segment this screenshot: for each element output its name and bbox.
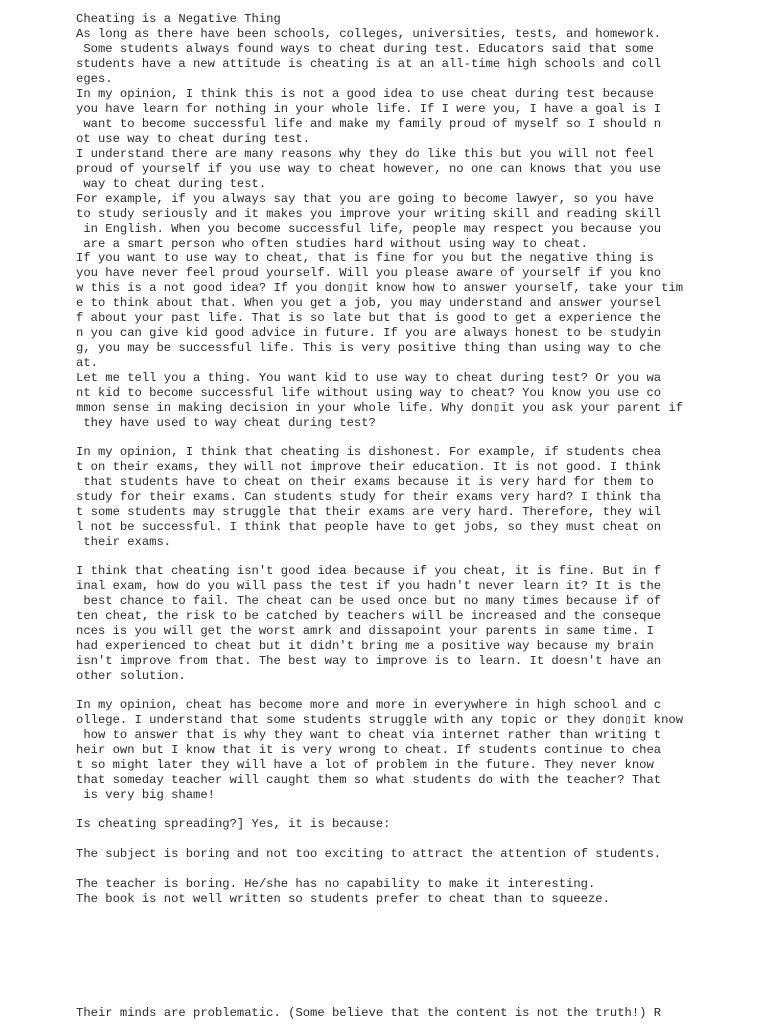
text-line: proud of yourself if you use way to cheat however, no one can knows that you use: [76, 162, 662, 176]
text-line: In my opinion, I think that cheating is dishonest. For example, if students chea: [76, 445, 662, 459]
text-line: g, you may be successful life. This is very positive thing than using way to che: [76, 341, 662, 355]
text-line: way to cheat during test.: [76, 177, 267, 191]
text-line: f about your past life. That is so late but that is good to get a experience the: [76, 311, 662, 325]
text-line: best chance to fail. The cheat can be used once but no many times because if of: [76, 594, 662, 608]
text-line: that students have to cheat on their exams because it is very hard for them to: [76, 475, 654, 489]
text-line: in English. When you become successful life, people may respect you because you: [76, 222, 662, 236]
text-line: t so might later they will have a lot of problem in the future. They never know: [76, 758, 654, 772]
text-line: The subject is boring and not too exciting to attract the attention of students.: [76, 847, 662, 861]
text-line: ten cheat, the risk to be catched by teachers will be increased and the conseque: [76, 609, 662, 623]
text-line: The book is not well written so students prefer to cheat than to squeeze.: [76, 892, 610, 906]
text-line: t some students may struggle that their exams are very hard. Therefore, they wil: [76, 505, 662, 519]
text-line: As long as there have been schools, colleges, universities, tests, and homework.: [76, 27, 662, 41]
text-line: ollege. I understand that some students struggle with any topic or they don▯it know: [76, 713, 684, 727]
text-line: w this is a not good idea? If you don▯it know how to answer yourself, take your tim: [76, 281, 684, 295]
text-line: want to become successful life and make my family proud of myself so I should n: [76, 117, 662, 131]
text-line: n you can give kid good advice in future. If you are always honest to be studyin: [76, 326, 662, 340]
text-line: they have used to way cheat during test?: [76, 416, 376, 430]
text-line: Is cheating spreading?] Yes, it is because:: [76, 817, 391, 831]
text-line: other solution.: [76, 669, 186, 683]
text-line: their exams.: [76, 535, 172, 549]
text-line: In my opinion, cheat has become more and more in everywhere in high school and c: [76, 698, 662, 712]
text-line: that someday teacher will caught them so what students do with the teacher? That: [76, 773, 662, 787]
text-line: heir own but I know that it is very wrong to cheat. If students continue to chea: [76, 743, 662, 757]
text-line: ot use way to cheat during test.: [76, 132, 311, 146]
text-line: I understand there are many reasons why they do like this but you will not feel: [76, 147, 654, 161]
text-line: how to answer that is why they want to cheat via internet rather than writing t: [76, 728, 662, 742]
text-line: at.: [76, 356, 98, 370]
text-line: e to think about that. When you get a job, you may understand and answer yoursel: [76, 296, 662, 310]
text-line: t on their exams, they will not improve their education. It is not good. I think: [76, 460, 662, 474]
text-line: Their minds are problematic. (Some believe that the content is not the truth!) R: [76, 1006, 662, 1020]
text-line: nt kid to become successful life without using way to cheat? You know you use co: [76, 386, 662, 400]
text-line: had experienced to cheat but it didn't bring me a positive way because my brain: [76, 639, 654, 653]
text-line: l not be successful. I think that people have to get jobs, so they must cheat on: [76, 520, 662, 534]
text-line: you have never feel proud yourself. Will you please aware of yourself if you kno: [76, 266, 662, 280]
text-line: Some students always found ways to cheat during test. Educators said that some: [76, 42, 654, 56]
text-line: isn't improve from that. The best way to improve is to learn. It doesn't have an: [76, 654, 662, 668]
text-line: inal exam, how do you will pass the test if you hadn't never learn it? It is the: [76, 579, 662, 593]
text-line: to study seriously and it makes you improve your writing skill and reading skill: [76, 207, 662, 221]
text-line: mmon sense in making decision in your whole life. Why don▯it you ask your parent if: [76, 401, 684, 415]
text-line: In my opinion, I think this is not a good idea to use cheat during test because: [76, 87, 654, 101]
text-line: students have a new attitude is cheating is at an all-time high schools and coll: [76, 57, 662, 71]
text-line: is very big shame!: [76, 788, 215, 802]
text-line: you have learn for nothing in your whole life. If I were you, I have a goal is I: [76, 102, 662, 116]
text-line: The teacher is boring. He/she has no capability to make it interesting.: [76, 877, 596, 891]
document-title: Cheating is a Negative Thing: [76, 12, 281, 26]
text-line: Let me tell you a thing. You want kid to use way to cheat during test? Or you wa: [76, 371, 662, 385]
text-line: I think that cheating isn't good idea because if you cheat, it is fine. But in f: [76, 564, 662, 578]
text-line: study for their exams. Can students study for their exams very hard? I think tha: [76, 490, 662, 504]
text-line: nces is you will get the worst amrk and dissapoint your parents in same time. I: [76, 624, 654, 638]
text-line: are a smart person who often studies hard without using way to cheat.: [76, 237, 588, 251]
text-line: eges.: [76, 72, 113, 86]
text-line: For example, if you always say that you are going to become lawyer, so you have: [76, 192, 654, 206]
text-line: If you want to use way to cheat, that is fine for you but the negative thing is: [76, 251, 654, 265]
